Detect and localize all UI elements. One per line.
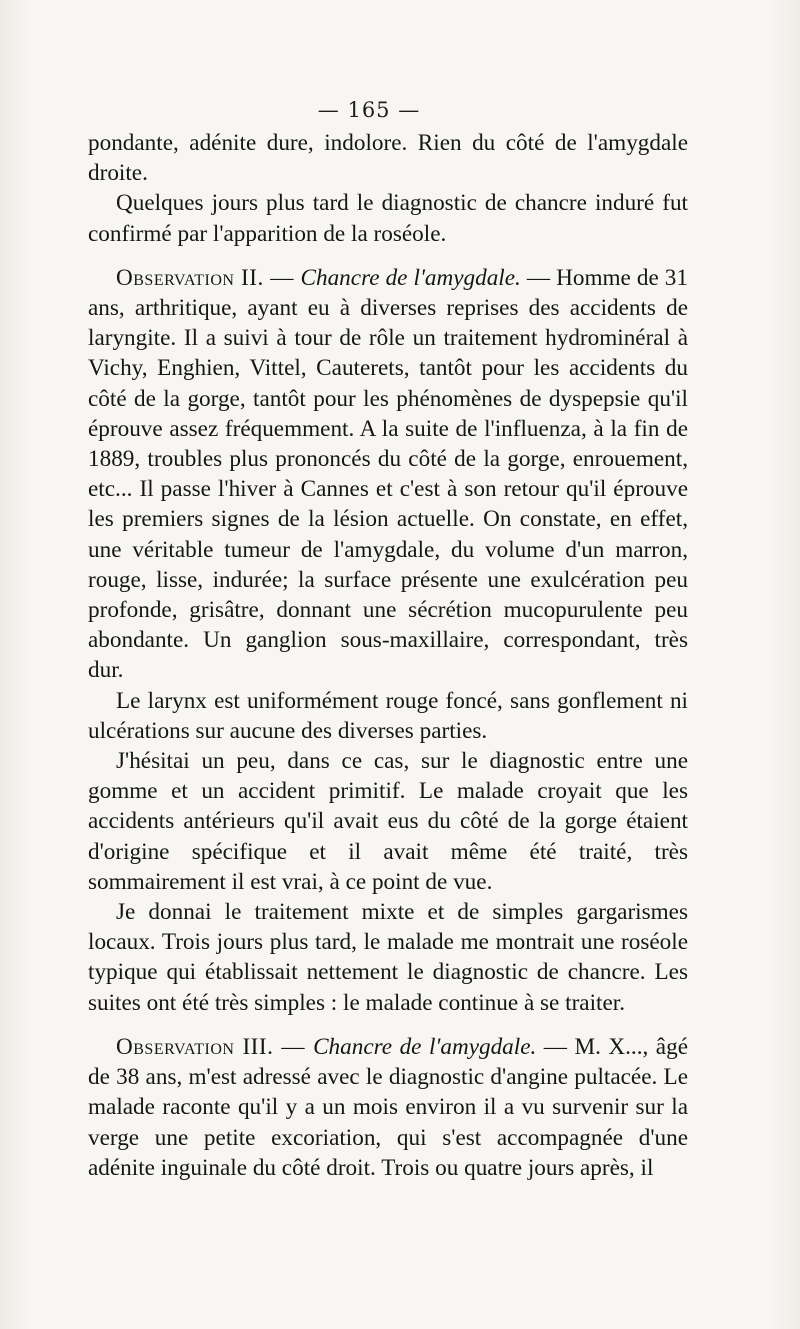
observation-heading: Observation II. — xyxy=(116,264,301,291)
observation-title: Chancre de l'amygdale. xyxy=(300,264,521,291)
paragraph-diagnosis-confirmed xyxy=(88,188,688,248)
paragraph-observation-3 xyxy=(88,1032,688,1183)
observation-heading: Observation III. — xyxy=(116,1033,314,1060)
body-text xyxy=(88,128,688,1183)
paragraph-continuation xyxy=(88,128,688,188)
paragraph-text: — M. X..., âgé de 38 ans, m'est adressé avec le diagnostic d'angine pultacée. Le malade raconte qu'il y a un mois environ il a vu survenir sur la verge une petite excoriation, qui s'est accompagnée d'une adénite inguinale du côté droit. Trois ou quatre jours après, il xyxy=(88,1033,688,1181)
paragraph-larynx xyxy=(88,686,688,746)
paragraph-text: pondante, adénite dure, indolore. Rien du côté de l'amygdale droite. xyxy=(88,130,688,187)
paragraph-treatment xyxy=(88,897,688,1018)
paragraph-text: Le larynx est uniformément rouge foncé, sans gonflement ni ulcérations sur aucune des diverses parties. xyxy=(88,687,688,744)
paragraph-text: Quelques jours plus tard le diagnostic de chancre induré fut confirmé par l'apparition de la roséole. xyxy=(88,190,688,247)
paragraph-text: — Homme de 31 ans, arthritique, ayant eu à diverses reprises des accidents de laryngite. Il a suivi à tour de rôle un traitement hydrominéral à Vichy, Enghien, Vittel, Cauterets, tantôt pour les accidents du côté de la gorge, tantôt pour les phénomènes de dyspepsie qu'il éprouve assez fréquemment. A la suite de l'influenza, à la fin de 1889, troubles plus prononcés du côté de la gorge, enrouement, etc... Il passe l'hiver à Cannes et c'est à son retour qu'il éprouve les premiers signes de la lésion actuelle. On constate, en effet, une véritable tumeur de l'amygdale, du volume d'un marron, rouge, lisse, indurée; la surface présente une exulcération peu profonde, grisâtre, donnant une sécrétion mucopurulente peu abondante. Un ganglion sous-maxillaire, correspondant, très dur. xyxy=(88,264,688,684)
observation-title: Chancre de l'amygdale. xyxy=(313,1033,537,1060)
page-number: — 165 — xyxy=(317,98,421,122)
paragraph-hesitation xyxy=(88,746,688,897)
paragraph-observation-2 xyxy=(88,263,688,686)
paragraph-text: Je donnai le traitement mixte et de simples gargarismes locaux. Trois jours plus tard, le malade me montrait une roséole typique qui établissait nettement le diagnostic de chancre. Les suites ont été très simples : le malade continue à se traiter. xyxy=(88,899,688,1016)
paragraph-text: J'hésitai un peu, dans ce cas, sur le diagnostic entre une gomme et un accident primitif. Le malade croyait que les accidents antérieurs qu'il avait eus du côté de la gorge étaient d'origine spécifique et il avait même été traité, très sommairement il est vrai, à ce point de vue. xyxy=(88,748,688,895)
